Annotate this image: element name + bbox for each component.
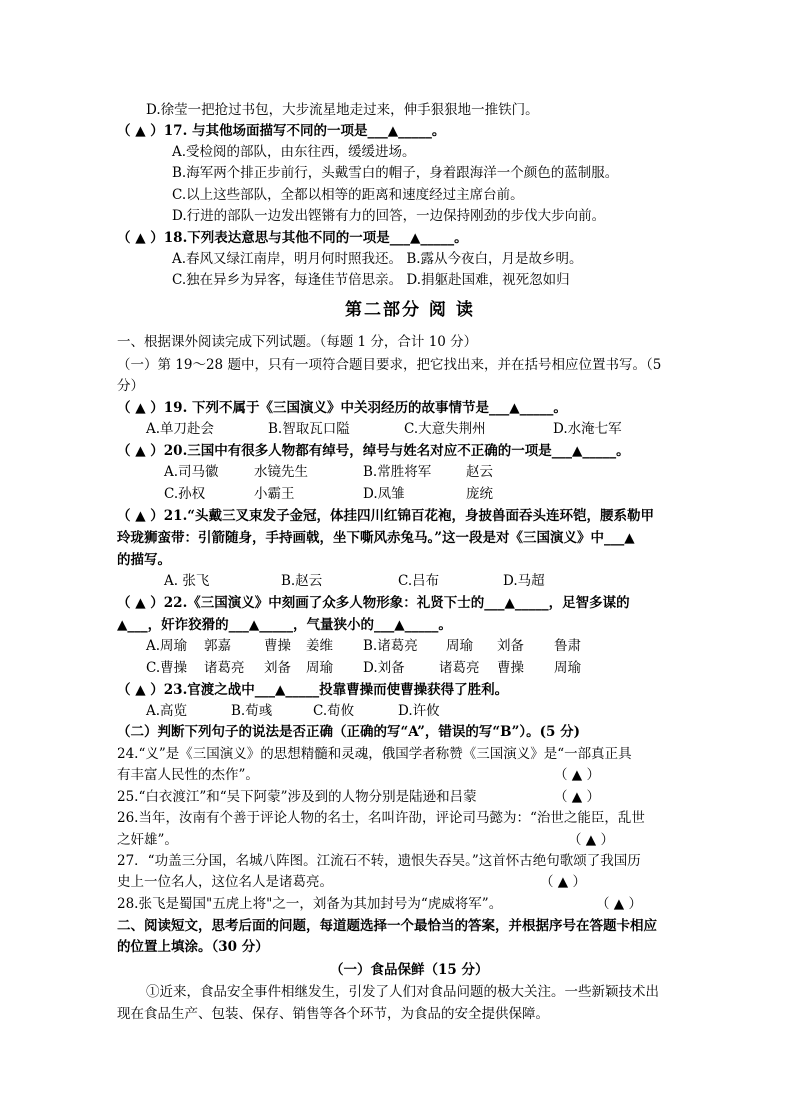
section-title: 第二部分 阅 读 — [345, 300, 475, 320]
q25-text: 25.“白衣渡江”和“吴下阿蒙”涉及到的人物分别是陆逊和吕蒙 — [117, 789, 477, 805]
q22-option-b-4: 鲁肃 — [554, 638, 581, 654]
q21-option-d: D.马超 — [503, 573, 545, 589]
passage-paragraph-1-cont: 现在食品生产、包装、保存、销售等各个环节，为食品的安全提供保障。 — [117, 1006, 549, 1022]
q22-option-d-1: D.刘备 — [363, 660, 405, 676]
q22-option-a-4: 姜维 — [306, 638, 333, 654]
q18-stem: （ ▲ ）18.下列表达意思与其他不同的一项是___▲_____。 — [117, 230, 468, 246]
q22-option-c-4: 周瑜 — [306, 660, 333, 676]
q16-option-d: D.徐莹一把抢过书包，大步流星地走过来，伸手狠狠地一推铁门。 — [146, 102, 539, 118]
q22-option-d-4: 周瑜 — [554, 660, 581, 676]
q17-option-c: C.以上这些部队，全都以相等的距离和速度经过主席台前。 — [172, 187, 524, 203]
q25-answer-bracket: （ ▲ ） — [554, 789, 600, 805]
q20-option-a-title: 水镜先生 — [254, 464, 308, 480]
q20-option-b-name: 赵云 — [466, 464, 493, 480]
q26-text: 26.当年，汝南有个善于评论人物的名士，名叫许劭，评论司马懿为：“治世之能臣，乱世 — [117, 810, 645, 826]
part1-sub-heading-cont: 分） — [117, 378, 144, 394]
part2-heading: 二、阅读短文，思考后面的问题，每道题选择一个最恰当的答案，并根据序号在答题卡相应 — [117, 918, 657, 934]
q18-options-cd: C.独在异乡为异客，每逢佳节倍思亲。 D.捐躯赴国难，视死忽如归 — [172, 272, 570, 288]
q20-option-c-name: C.孙权 — [164, 486, 206, 502]
q22-option-d-2: 诸葛亮 — [439, 660, 480, 676]
q19-option-b: B.智取瓦口隘 — [268, 421, 350, 437]
q24-answer-bracket: （ ▲ ） — [554, 767, 600, 783]
q22-option-b-1: B.诸葛亮 — [363, 638, 418, 654]
q17-stem: （ ▲ ）17. 与其他场面描写不同的一项是___▲_____。 — [117, 123, 446, 139]
q21-option-b: B.赵云 — [281, 573, 323, 589]
q22-option-c-1: C.曹操 — [146, 660, 188, 676]
q22-option-a-1: A.周瑜 — [146, 638, 188, 654]
q27-answer-bracket: （ ▲ ） — [540, 874, 586, 890]
part2-heading-cont: 的位置上填涂。（30 分） — [117, 939, 269, 955]
q21-stem-cont: 玲珑狮蛮带：引箭随身，手持画戟，坐下嘶风赤兔马。”这一段是对《三国演义》中___▲ — [117, 530, 635, 546]
q22-option-a-3: 曹操 — [264, 638, 291, 654]
part1-sub-heading: （一）第 19～28 题中，只有一项符合题目要求，把它找出来，并在括号相应位置书写。（5 — [117, 357, 662, 373]
q22-stem: （ ▲ ）22.《三国演义》中刻画了众多人物形象：礼贤下士的___▲_____，足智多谋的 — [117, 595, 630, 611]
q20-option-d-title: D.凤雏 — [363, 486, 405, 502]
q19-stem: （ ▲ ）19. 下列不属于《三国演义》中关羽经历的故事情节是___▲_____。 — [117, 400, 567, 416]
q18-options-ab: A.春风又绿江南岸，明月何时照我还。 B.露从今夜白，月是故乡明。 — [172, 251, 583, 267]
q22-stem-cont: ▲___，奸诈狡猾的___▲_____，气量狭小的___▲_____。 — [117, 617, 452, 633]
q21-stem-end: 的描写。 — [117, 552, 171, 568]
q22-option-b-2: 周瑜 — [446, 638, 473, 654]
q24-text-cont: 有丰富人民性的杰作”。 — [117, 767, 259, 783]
q22-option-c-2: 诸葛亮 — [204, 660, 245, 676]
q17-option-d: D.行进的部队一边发出铿锵有力的回答，一边保持刚劲的步伐大步向前。 — [172, 208, 606, 224]
q28-answer-bracket: （ ▲ ） — [596, 896, 642, 912]
q20-option-a-name: A.司马徽 — [164, 464, 219, 480]
q22-option-a-2: 郭嘉 — [204, 638, 231, 654]
q20-option-b-title: B.常胜将军 — [363, 464, 432, 480]
q19-option-d: D.水淹七军 — [553, 421, 622, 437]
q19-option-c: C.大意失荆州 — [404, 421, 486, 437]
passage-title: （一）食品保鲜（15 分） — [330, 962, 489, 978]
q17-option-b: B.海军两个排正步前行，头戴雪白的帽子，身着跟海洋一个颜色的蓝制服。 — [172, 165, 619, 181]
q23-option-d: D.许攸 — [398, 703, 440, 719]
q19-option-a: A.单刀赴会 — [146, 421, 215, 437]
q20-option-c-title: 小霸王 — [254, 486, 295, 502]
q21-stem: （ ▲ ）21.“头戴三叉束发子金冠，体挂四川红锦百花袍，身披兽面吞头连环铠，腰系勒甲 — [117, 508, 655, 524]
q23-option-a: A.高览 — [146, 703, 188, 719]
part1-judge-heading: （二）判断下列句子的说法是否正确（正确的写“A”，错误的写“B”）。(5 分) — [117, 724, 580, 740]
passage-paragraph-1: ①近来，食品安全事件相继发生，引发了人们对食品问题的极大关注。一些新颖技术出 — [146, 984, 659, 1000]
q21-option-c: C.吕布 — [398, 573, 440, 589]
q23-stem: （ ▲ ）23.官渡之战中___▲_____投靠曹操而使曹操获得了胜利。 — [117, 682, 509, 698]
q24-text: 24.“义”是《三国演义》的思想精髓和灵魂，俄国学者称赞《三国演义》是“一部真正具 — [117, 746, 632, 762]
q26-answer-bracket: （ ▲ ） — [568, 832, 614, 848]
q20-option-d-name: 庞统 — [466, 486, 493, 502]
part1-heading: 一、根据课外阅读完成下列试题。（每题 1 分，合计 10 分） — [117, 334, 478, 350]
q22-option-c-3: 刘备 — [264, 660, 291, 676]
q20-stem: （ ▲ ）20.三国中有很多人物都有绰号，绰号与姓名对应不正确的一项是___▲_____。 — [117, 443, 630, 459]
q21-option-a: A. 张飞 — [164, 573, 210, 589]
q17-option-a: A.受检阅的部队，由东往西，缓缓进场。 — [172, 144, 416, 160]
q27-text-cont: 史上一位名人，这位名人是诸葛亮。 — [117, 874, 333, 890]
q28-text: 28.张飞是蜀国"五虎上将"之一，刘备为其加封号为“虎威将军”。 — [117, 896, 503, 912]
q27-text: 27．“功盖三分国，名城八阵图。江流石不转，遗恨失吞吴。”这首怀古绝句歌颂了我国历 — [117, 853, 641, 869]
q22-option-b-3: 刘备 — [497, 638, 524, 654]
q26-text-cont: 之奸雄”。 — [117, 832, 178, 848]
q22-option-d-3: 曹操 — [497, 660, 524, 676]
q23-option-c: C.荀攸 — [313, 703, 355, 719]
q23-option-b: B.荀彧 — [231, 703, 273, 719]
